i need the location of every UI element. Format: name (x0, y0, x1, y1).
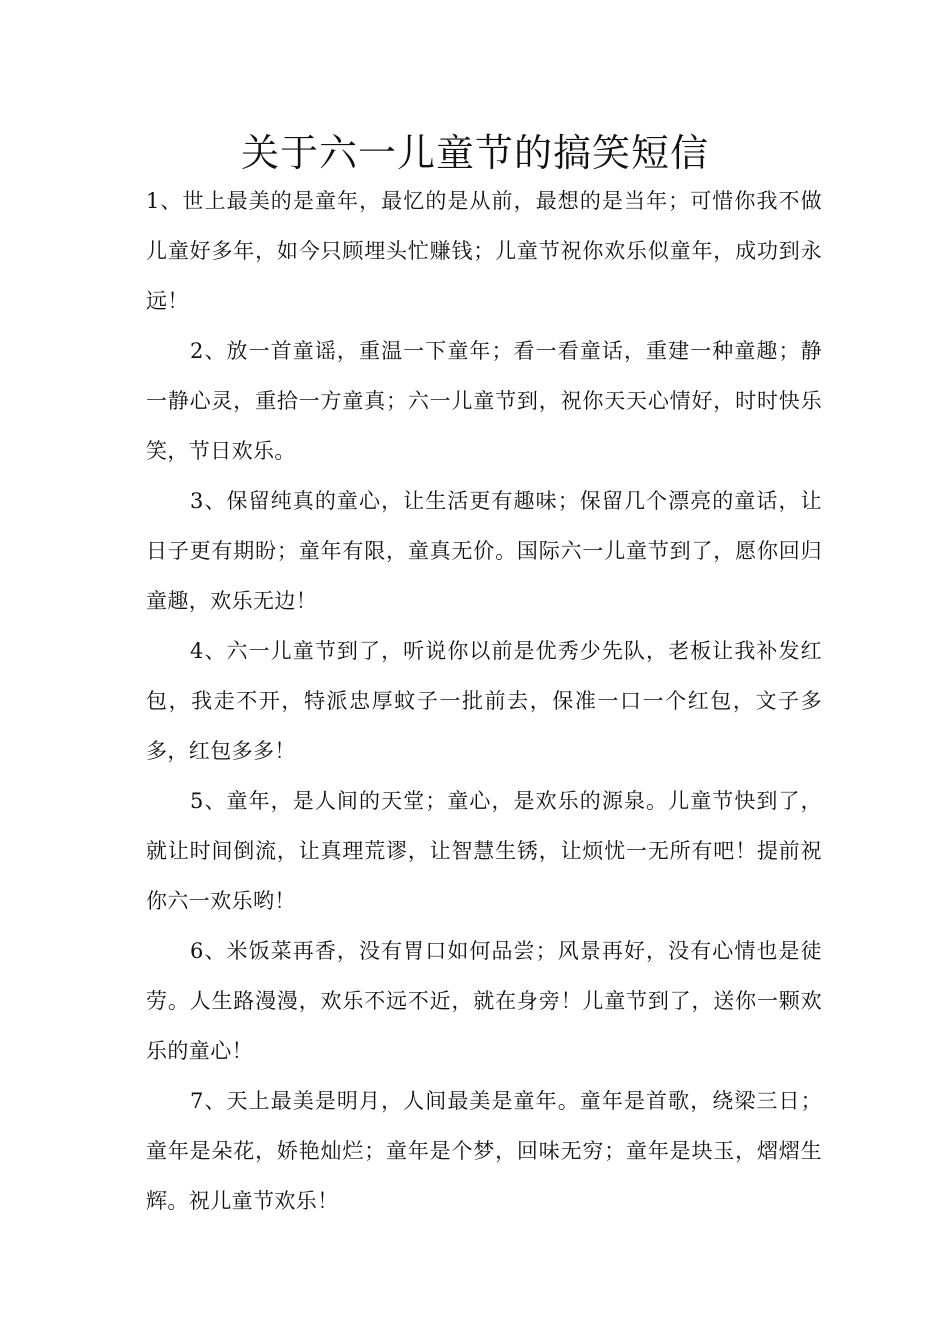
paragraph-4: 4、六一儿童节到了，听说你以前是优秀少先队，老板让我补发红包，我走不开，特派忠厚蚊子一批前去，保准一口一个红包，文子多多，红包多多！ (146, 639, 822, 763)
paragraph-5: 5、童年，是人间的天堂；童心，是欢乐的源泉。儿童节快到了，就让时间倒流，让真理荒谬，让智慧生锈，让烦忧一无所有吧！提前祝你六一欢乐哟！ (146, 789, 822, 913)
document-body (146, 176, 822, 1226)
paragraph-6: 6、米饭菜再香，没有胃口如何品尝；风景再好，没有心情也是徒劳。人生路漫漫，欢乐不远不近，就在身旁！儿童节到了，送你一颗欢乐的童心！ (146, 939, 822, 1063)
paragraph-2: 2、放一首童谣，重温一下童年；看一看童话，重建一种童趣；静一静心灵，重拾一方童真；六一儿童节到，祝你天天心情好，时时快乐笑，节日欢乐。 (146, 339, 822, 463)
paragraph-3: 3、保留纯真的童心，让生活更有趣味；保留几个漂亮的童话，让日子更有期盼；童年有限，童真无价。国际六一儿童节到了，愿你回归童趣，欢乐无边！ (146, 489, 822, 613)
paragraph-1: 1、世上最美的是童年，最忆的是从前，最想的是当年；可惜你我不做儿童好多年，如今只顾埋头忙赚钱；儿童节祝你欢乐似童年，成功到永远！ (146, 189, 822, 313)
paragraph-7: 7、天上最美是明月，人间最美是童年。童年是首歌，绕梁三日；童年是朵花，娇艳灿烂；童年是个梦，回味无穷；童年是块玉，熠熠生辉。祝儿童节欢乐！ (146, 1089, 822, 1213)
document-title: 关于六一儿童节的搞笑短信 (240, 131, 709, 175)
